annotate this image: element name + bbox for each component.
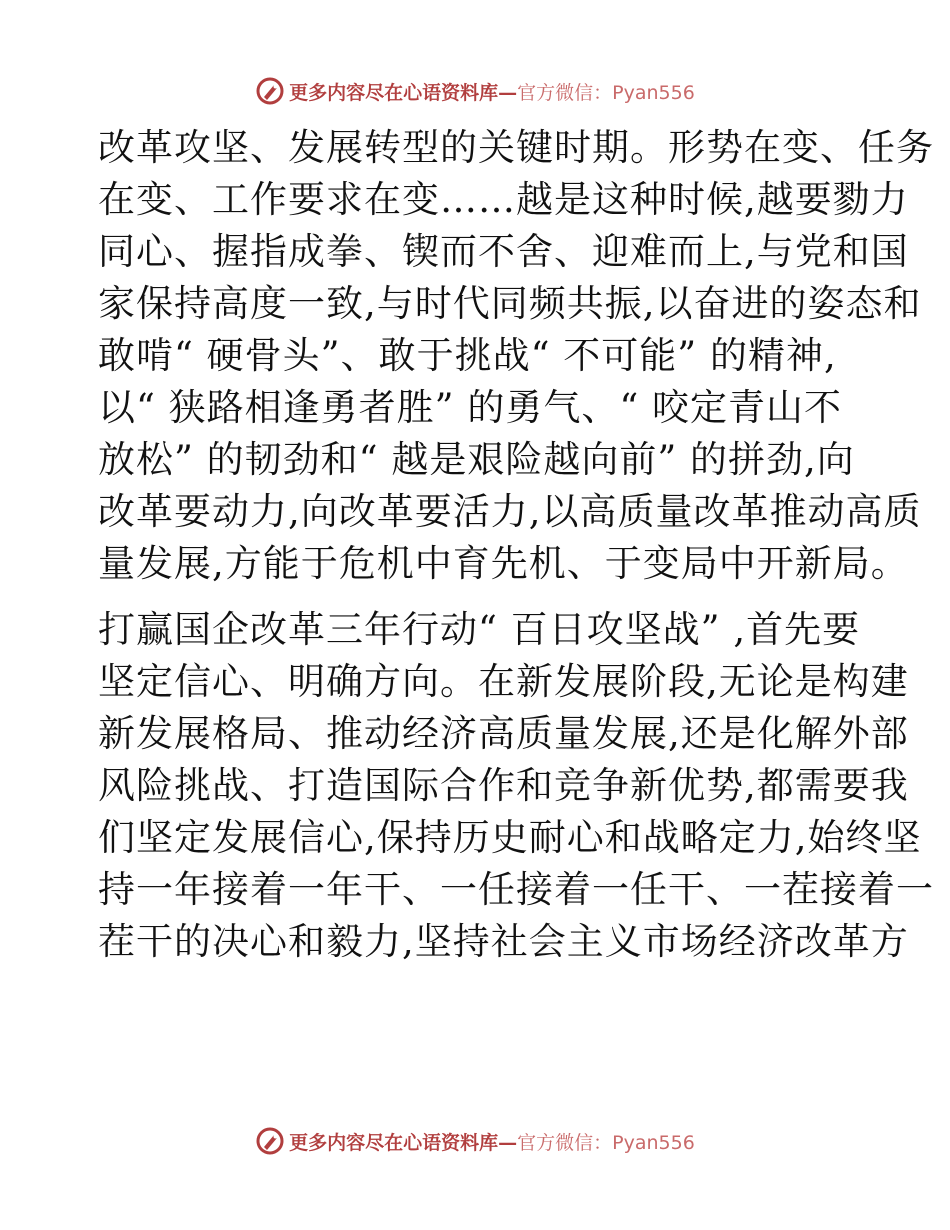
text-line: 坚定信心、明确方向。在新发展阶段,无论是构建	[98, 660, 909, 703]
footer-banner	[0, 1124, 950, 1158]
text-line: 在变、工作要求在变……越是这种时候,越要勠力	[98, 178, 909, 221]
text-line: 量发展,方能于危机中育先机、于变局中开新局。	[98, 542, 909, 585]
text-line: 风险挑战、打造国际合作和竞争新优势,都需要我	[98, 764, 909, 807]
text-line: 同心、握指成拳、锲而不舍、迎难而上,与党和国	[98, 230, 909, 273]
text-line: 改革攻坚、发展转型的关键时期。形势在变、任务	[98, 126, 934, 169]
paragraph-2	[98, 604, 934, 968]
text-line: 敢啃“ 硬骨头”、敢于挑战“ 不可能” 的精神,	[98, 334, 837, 377]
header-banner-main: 更多内容尽在心语资料库—	[289, 81, 518, 104]
text-line: 们坚定发展信心,保持历史耐心和战略定力,始终坚	[98, 816, 922, 859]
text-line: 放松” 的韧劲和“ 越是艰险越向前” 的拼劲,向	[98, 438, 855, 481]
paragraph-1	[98, 122, 934, 590]
pen-nib-logo-icon	[255, 1126, 285, 1156]
header-banner-text	[289, 78, 695, 105]
text-line: 打赢国企改革三年行动“ 百日攻坚战” ,首先要	[98, 608, 861, 651]
header-banner-wechat: 官方微信：Pyan556	[517, 81, 695, 104]
footer-banner-wechat: 官方微信：Pyan556	[517, 1131, 695, 1154]
text-line: 新发展格局、推动经济高质量发展,还是化解外部	[98, 712, 909, 755]
text-line: 茬干的决心和毅力,坚持社会主义市场经济改革方	[98, 920, 909, 963]
document-body	[98, 122, 934, 968]
text-line: 改革要动力,向改革要活力,以高质量改革推动高质	[98, 490, 922, 533]
pen-nib-logo-icon	[255, 76, 285, 106]
header-banner	[0, 74, 950, 108]
paragraph-gap	[98, 590, 858, 604]
footer-banner-main: 更多内容尽在心语资料库—	[289, 1131, 518, 1154]
text-line: 持一年接着一年干、一任接着一任干、一茬接着一	[98, 868, 934, 911]
text-line: 家保持高度一致,与时代同频共振,以奋进的姿态和	[98, 282, 922, 325]
footer-banner-text	[289, 1128, 695, 1155]
text-line: 以“ 狭路相逢勇者胜” 的勇气、“ 咬定青山不	[98, 386, 843, 429]
